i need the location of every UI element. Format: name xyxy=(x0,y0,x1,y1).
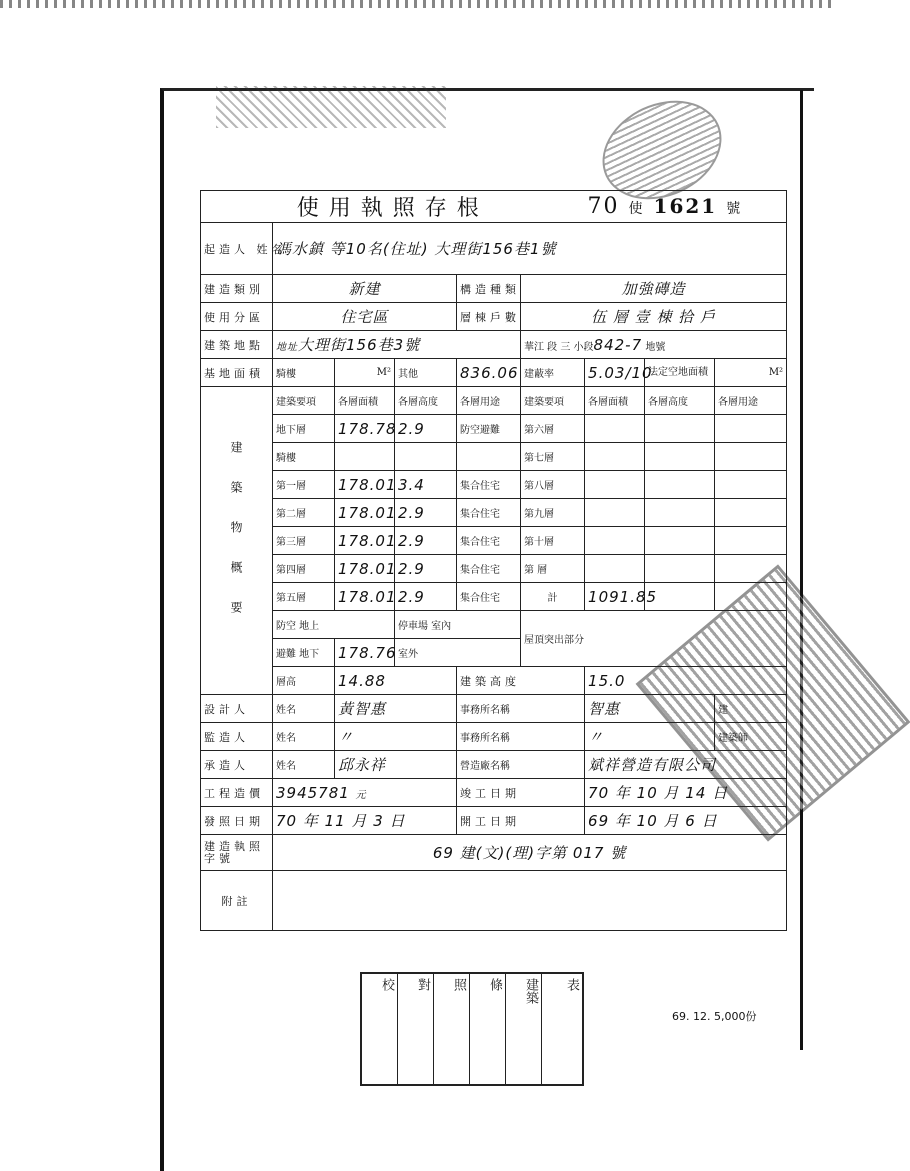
permit-no: 1621 xyxy=(653,194,718,218)
other-label: 其他 xyxy=(395,359,457,387)
cell: 計 xyxy=(521,583,585,611)
cell: 178.01 xyxy=(335,583,395,611)
form-title: 使用執照存根 xyxy=(201,191,585,223)
stamp-cell: 條 xyxy=(470,974,506,1084)
cell: 2.9 xyxy=(395,527,457,555)
stamp-top-center xyxy=(400,128,515,190)
table-row: 騎樓 xyxy=(273,443,335,471)
cell xyxy=(715,555,787,583)
designer-name-label: 姓名 xyxy=(273,695,335,723)
cell xyxy=(335,443,395,471)
table-row: 第一層 xyxy=(273,471,335,499)
stamp-top-left xyxy=(216,86,446,128)
cell: 集合住宅 xyxy=(457,527,521,555)
type-label: 建造類別 xyxy=(201,275,273,303)
builder-value: 馮水鎮 等10名(住址) 大理街156巷1號 xyxy=(273,223,787,275)
summary-header: 各層高度 xyxy=(395,387,457,415)
area-label: 基地面積 xyxy=(201,359,273,387)
structure-label: 構造種類 xyxy=(457,275,521,303)
remarks-value xyxy=(273,871,787,931)
arcade-label: 騎樓 xyxy=(273,359,335,387)
summary-header: 各層高度 xyxy=(645,387,715,415)
cost-value: 3945781 元 xyxy=(273,779,457,807)
designer-extra: 建 xyxy=(715,695,787,723)
cell: 2.9 xyxy=(395,555,457,583)
cell: 防空避難 xyxy=(457,415,521,443)
cell xyxy=(585,471,645,499)
builder-label: 起造人 姓名 xyxy=(201,223,273,275)
table-row: 第四層 xyxy=(273,555,335,583)
cell xyxy=(715,415,787,443)
structure-value: 加強磚造 xyxy=(521,275,787,303)
summary-header: 各層用途 xyxy=(715,387,787,415)
summary-label: 建築物概要 xyxy=(201,387,273,695)
cell: 178.01 xyxy=(335,527,395,555)
cell: 178.01 xyxy=(335,471,395,499)
floors-label: 層棟戶數 xyxy=(457,303,521,331)
supervisor-extra: 建築師 xyxy=(715,723,787,751)
coverage-value: 5.03/10 xyxy=(585,359,645,387)
open-space-value: M² xyxy=(715,359,787,387)
cell: 3.4 xyxy=(395,471,457,499)
start-label: 開工日期 xyxy=(457,807,585,835)
summary-header: 建築要項 xyxy=(273,387,335,415)
outdoor-parking: 室外 xyxy=(395,639,521,667)
cell xyxy=(457,443,521,471)
cell xyxy=(645,443,715,471)
cell xyxy=(585,443,645,471)
building-height-value: 15.0 xyxy=(585,667,787,695)
summary-header: 建築要項 xyxy=(521,387,585,415)
designer-label: 設計人 xyxy=(201,695,273,723)
cell xyxy=(645,471,715,499)
check-stamp xyxy=(360,972,584,1086)
cell xyxy=(395,443,457,471)
contractor-name-label: 姓名 xyxy=(273,751,335,779)
cell: 178.01 xyxy=(335,499,395,527)
supervisor-name-label: 姓名 xyxy=(273,723,335,751)
cell: 1091.85 xyxy=(585,583,645,611)
permit-year: 70 xyxy=(587,194,620,219)
cell xyxy=(585,527,645,555)
start-date: 69 年 10 月 6 日 xyxy=(585,807,787,835)
summary-header: 各層用途 xyxy=(457,387,521,415)
cell xyxy=(715,443,787,471)
arcade-value: M² xyxy=(335,359,395,387)
cell xyxy=(715,471,787,499)
cell: 2.9 xyxy=(395,415,457,443)
height-value: 14.88 xyxy=(335,667,457,695)
stamp-cell: 照 xyxy=(434,974,470,1084)
stamp-cell: 表 xyxy=(564,978,579,991)
cell xyxy=(715,583,787,611)
cell xyxy=(715,527,787,555)
cost-label: 工程造價 xyxy=(201,779,273,807)
table-row: 第二層 xyxy=(273,499,335,527)
summary-header: 各層面積 xyxy=(335,387,395,415)
air-defense: 防空 地上 xyxy=(273,611,395,639)
cell: 2.9 xyxy=(395,499,457,527)
cell: 集合住宅 xyxy=(457,555,521,583)
designer-office: 智惠 xyxy=(585,695,715,723)
cell: 第十層 xyxy=(521,527,585,555)
type-value: 新建 xyxy=(273,275,457,303)
supervisor-label: 監造人 xyxy=(201,723,273,751)
other-value: 836.06 xyxy=(457,359,521,387)
cell: 第七層 xyxy=(521,443,585,471)
floors-value: 伍 層 壹 棟 拾 戶 xyxy=(521,303,787,331)
contractor-office: 斌祥營造有限公司 xyxy=(585,751,787,779)
contractor-name: 邱永祥 xyxy=(335,751,457,779)
zoning-value: 住宅區 xyxy=(273,303,457,331)
site-address: 地址大理街156巷3號 xyxy=(273,331,521,359)
stamp-cell: 校 xyxy=(362,974,398,1084)
stamp-cell: 建築 xyxy=(506,974,542,1084)
cell xyxy=(585,555,645,583)
build-permit-label: 建造執照字號 xyxy=(201,835,273,871)
cell: 集合住宅 xyxy=(457,583,521,611)
shelter-value: 178.76 xyxy=(335,639,395,667)
designer-office-label: 事務所名稱 xyxy=(457,695,585,723)
permit-number xyxy=(585,191,787,223)
cell: 第八層 xyxy=(521,471,585,499)
zoning-label: 使用分區 xyxy=(201,303,273,331)
cell: 第 層 xyxy=(521,555,585,583)
cell: 集合住宅 xyxy=(457,471,521,499)
roof-structure: 屋頂突出部分 xyxy=(521,611,787,667)
permit-suffix: 號 xyxy=(726,201,743,217)
cell xyxy=(585,415,645,443)
open-space-label: 法定空地面積 xyxy=(645,359,715,387)
site-label: 建築地點 xyxy=(201,331,273,359)
cell xyxy=(585,499,645,527)
cell xyxy=(645,555,715,583)
build-permit-value: 69 建(文)(理)字第 017 號 xyxy=(273,835,787,871)
designer-name: 黃智惠 xyxy=(335,695,457,723)
scan-edge xyxy=(0,0,832,8)
permit-type: 使 xyxy=(628,201,645,217)
issue-label: 發照日期 xyxy=(201,807,273,835)
cell xyxy=(715,499,787,527)
supervisor-office-label: 事務所名稱 xyxy=(457,723,585,751)
cell: 第九層 xyxy=(521,499,585,527)
contractor-label: 承造人 xyxy=(201,751,273,779)
coverage-label: 建蔽率 xyxy=(521,359,585,387)
completion-label: 竣工日期 xyxy=(457,779,585,807)
supervisor-office: 〃 xyxy=(585,723,715,751)
parking: 停車場 室內 xyxy=(395,611,521,639)
table-row: 第三層 xyxy=(273,527,335,555)
height-label: 層高 xyxy=(273,667,335,695)
issue-date: 70 年 11 月 3 日 xyxy=(273,807,457,835)
cell: 2.9 xyxy=(395,583,457,611)
cell: 178.01 xyxy=(335,555,395,583)
summary-header: 各層面積 xyxy=(585,387,645,415)
building-height-label: 建築高度 xyxy=(457,667,585,695)
site-lot: 華江 段 三 小段842-7 地號 xyxy=(521,331,787,359)
stamp-cell: 對 xyxy=(398,974,434,1084)
table-row: 第五層 xyxy=(273,583,335,611)
supervisor-name: 〃 xyxy=(335,723,457,751)
shelter-label: 避難 地下 xyxy=(273,639,335,667)
contractor-office-label: 營造廠名稱 xyxy=(457,751,585,779)
print-note: 69. 12. 5,000份 xyxy=(672,1010,757,1023)
completion-date: 70 年 10 月 14 日 xyxy=(585,779,787,807)
cell xyxy=(645,527,715,555)
table-row: 地下層 xyxy=(273,415,335,443)
sheet-edge xyxy=(800,90,835,1050)
cell: 集合住宅 xyxy=(457,499,521,527)
cell xyxy=(645,415,715,443)
cell: 第六層 xyxy=(521,415,585,443)
cell xyxy=(645,499,715,527)
permit-stub-form xyxy=(200,190,787,931)
remarks-label: 附註 xyxy=(201,871,273,931)
cell: 178.78 xyxy=(335,415,395,443)
